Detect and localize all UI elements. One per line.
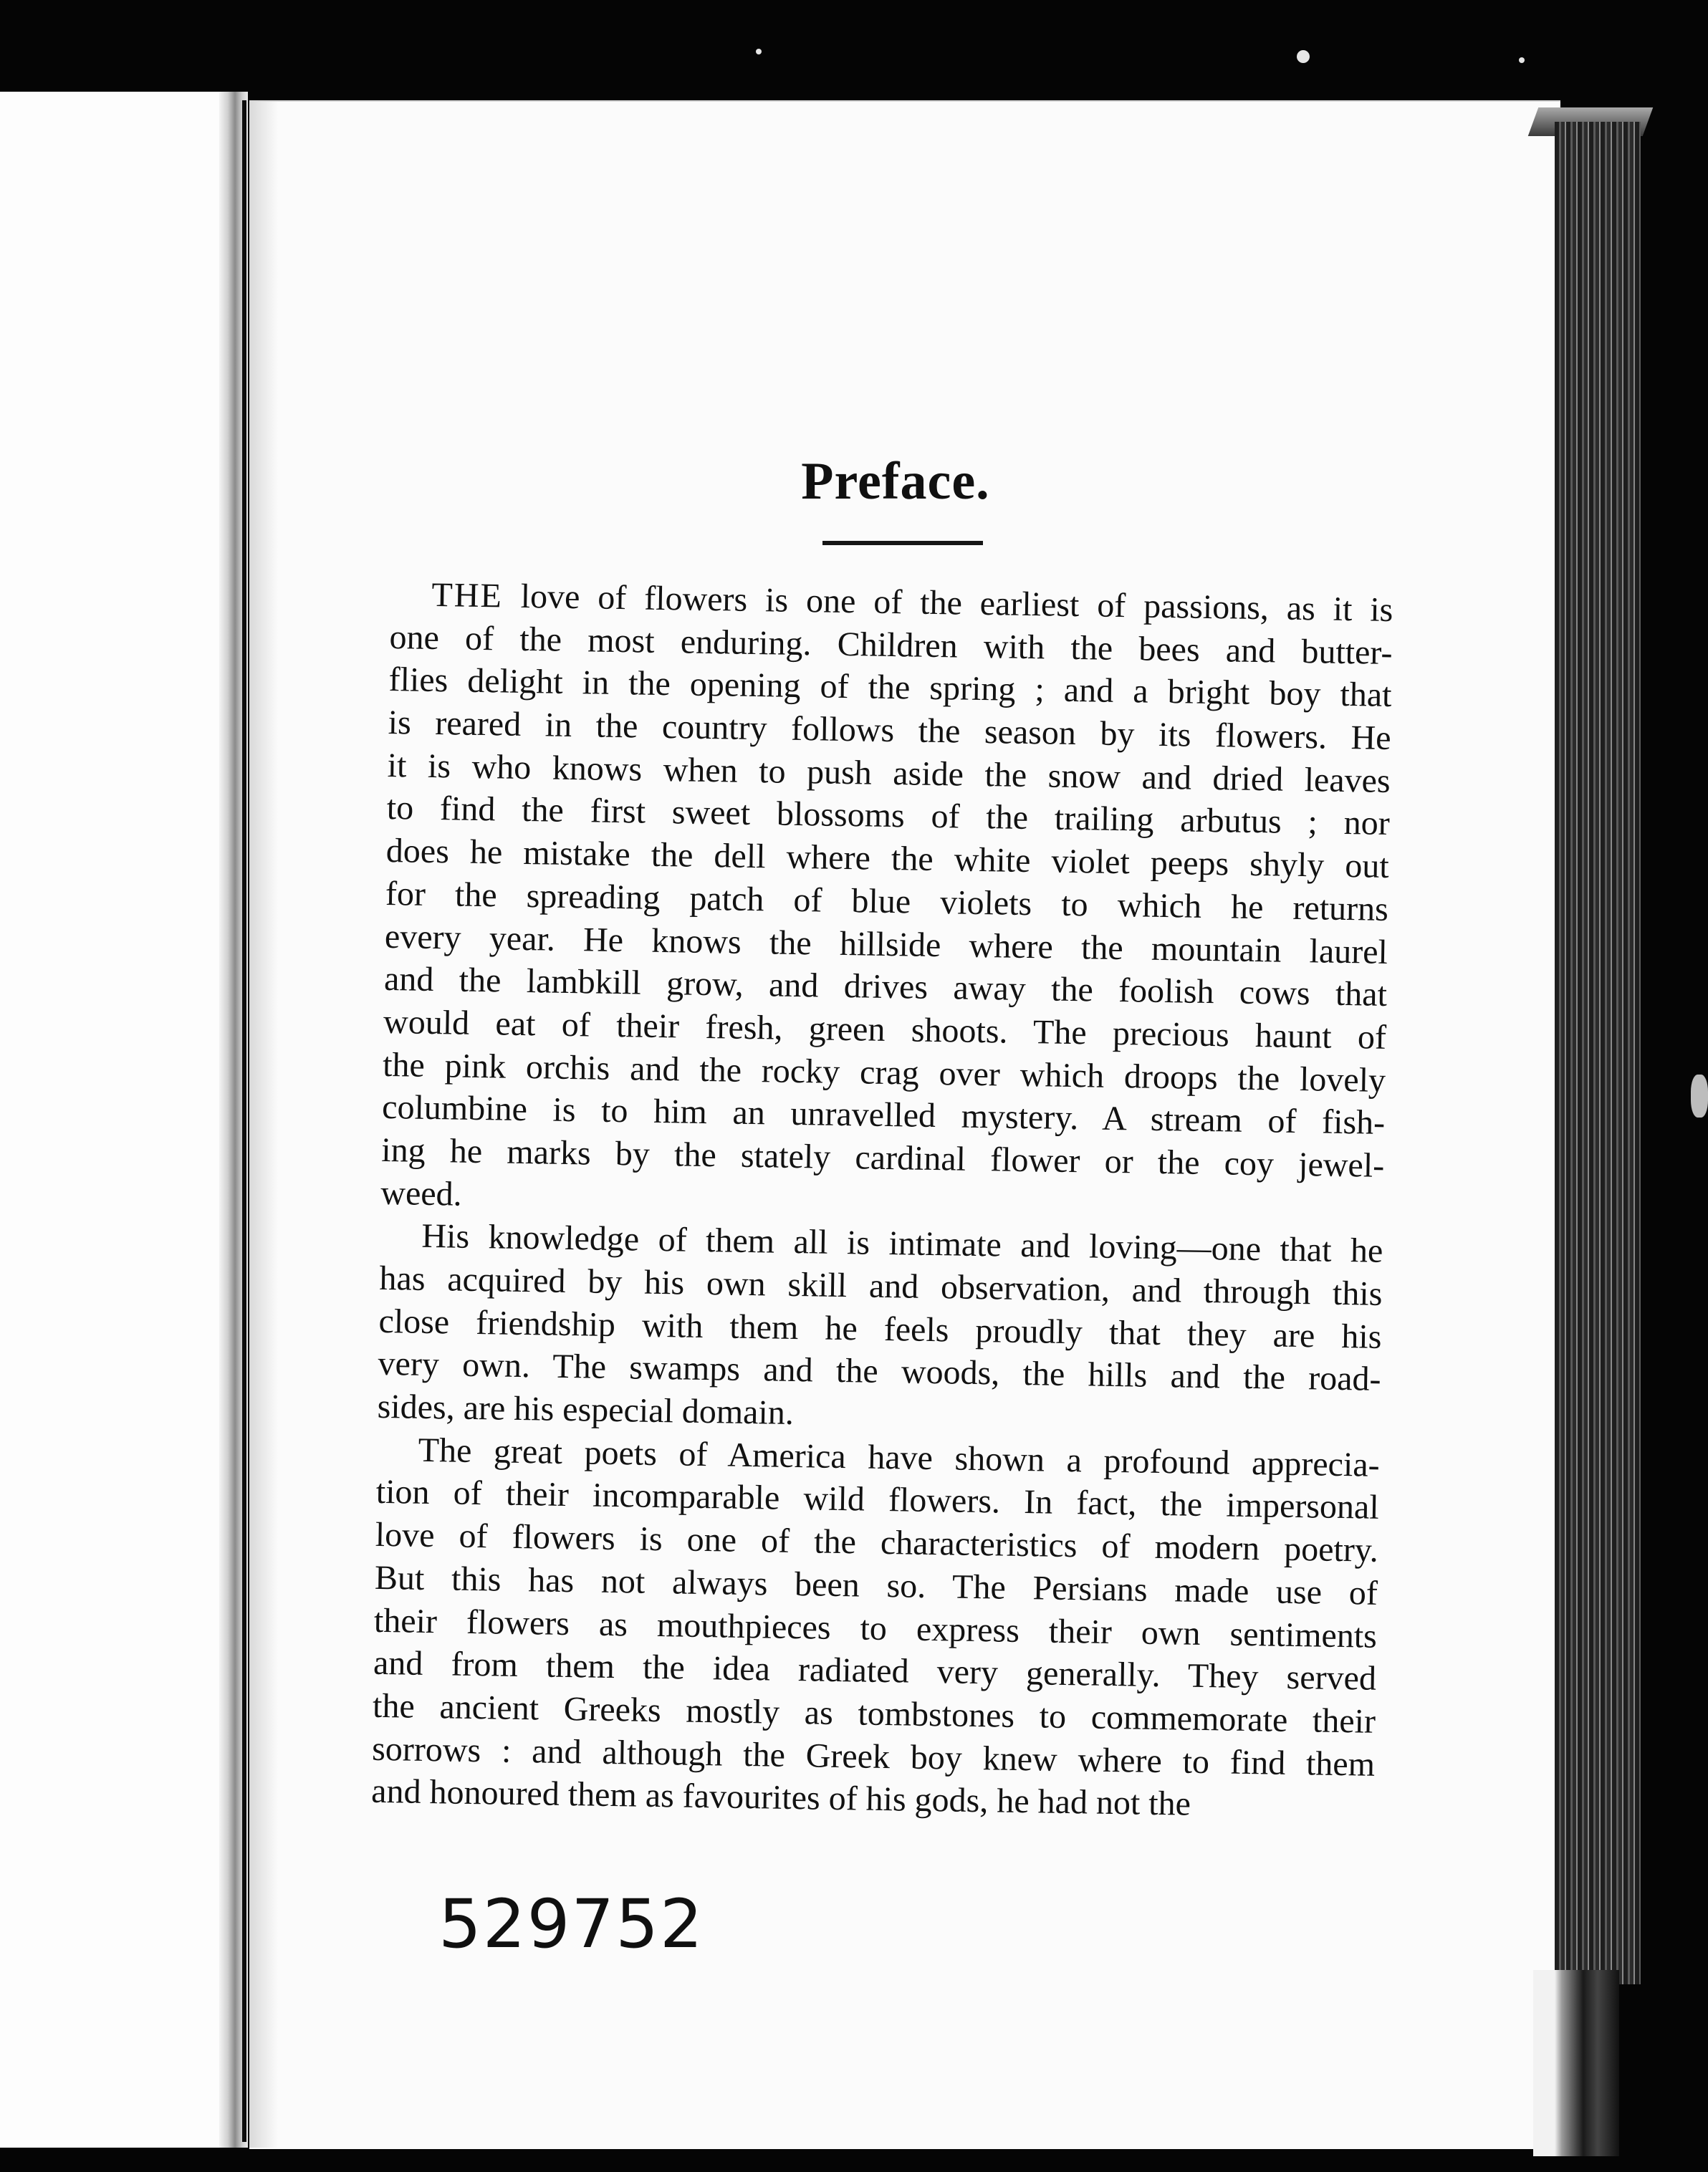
line-text: sorrows : and although the Greek boy knew where to find them: [371, 1729, 1376, 1784]
line-text: His knowledge of them all is intimate and loving—one that he: [421, 1217, 1383, 1271]
line-text: tion of their incomparable wild flowers. In fact, the impersonal: [375, 1473, 1380, 1527]
line-text: and honoured them as favourites of his gods, he had not the: [370, 1772, 1191, 1824]
dust-speck: [756, 49, 762, 54]
line-text: and from them the idea radiated very generally. They served: [373, 1644, 1377, 1698]
line-text: every year. He knows the hillside where the mountain laurel: [384, 917, 1388, 971]
paragraph: [380, 573, 1393, 1230]
line-text: has acquired by his own skill and observation, and through this: [379, 1259, 1383, 1313]
line-text: for the spreading patch of blue violets to which he returns: [385, 874, 1389, 928]
gutter-shadow: [249, 100, 278, 2148]
title-rule: [822, 541, 983, 545]
line-text: But this has not always been so. The Persians made use of: [374, 1558, 1378, 1613]
line-text: close friendship with them he feels proudly that they are his: [378, 1302, 1382, 1356]
line-text: would eat of their fresh, green shoots. The precious haunt of: [383, 1002, 1387, 1057]
line-text: to find the first sweet blossoms of the trailing arbutus ; nor: [386, 789, 1391, 843]
line-text: sides, are his especial domain.: [377, 1387, 795, 1433]
line-text: it is who knows when to push aside the snow and dried leaves: [387, 746, 1391, 800]
line-text: ing he marks by the stately cardinal flower or the coy jewel-: [380, 1130, 1385, 1185]
book-gutter: [242, 100, 246, 2142]
left-blank-page: [0, 92, 228, 2148]
small-caps-opening: THE: [431, 575, 504, 615]
line-text: columbine is to him an unravelled mystery. A stream of fish-: [381, 1088, 1386, 1143]
line-text: and the lambkill grow, and drives away the foolish cows that: [383, 960, 1388, 1014]
line-text: very own. The swamps and the woods, the hills and the road-: [378, 1345, 1381, 1399]
line-text: love of flowers is one of the characteristics of modern poetry.: [375, 1515, 1379, 1570]
dust-speck: [1519, 57, 1525, 63]
line-text: one of the most enduring. Children with the bees and butter-: [389, 618, 1393, 672]
page-title: Preface.: [801, 452, 990, 511]
line-text: the ancient Greeks mostly as tombstones to commemorate their: [372, 1686, 1376, 1741]
line-text: weed.: [380, 1173, 463, 1214]
line-text: their flowers as mouthpieces to express their own sentiments: [373, 1601, 1378, 1656]
preface-body: [371, 573, 1393, 1829]
page-block-bottom: [1533, 1970, 1619, 2156]
line-text: flies delight in the opening of the spring ; and a bright boy that: [388, 660, 1392, 715]
paragraph: [377, 1214, 1383, 1443]
line-text: The great poets of America have shown a profound apprecia-: [418, 1431, 1381, 1484]
dust-speck: [1297, 50, 1310, 63]
line-text: is reared in the country follows the season by its flowers. He: [388, 703, 1391, 758]
line-text: does he mistake the dell where the white violet peeps shyly out: [385, 832, 1390, 886]
line-text: love of flowers is one of the earliest of passions, as it is: [502, 577, 1393, 629]
stamped-number: 529752: [438, 1885, 704, 1964]
line-text: the pink orchis and the rocky crag over which droops the lovely: [382, 1045, 1386, 1100]
dust-speck: [1691, 1075, 1708, 1118]
paragraph: [371, 1428, 1380, 1829]
page-block-fore-edge: [1555, 122, 1641, 1984]
